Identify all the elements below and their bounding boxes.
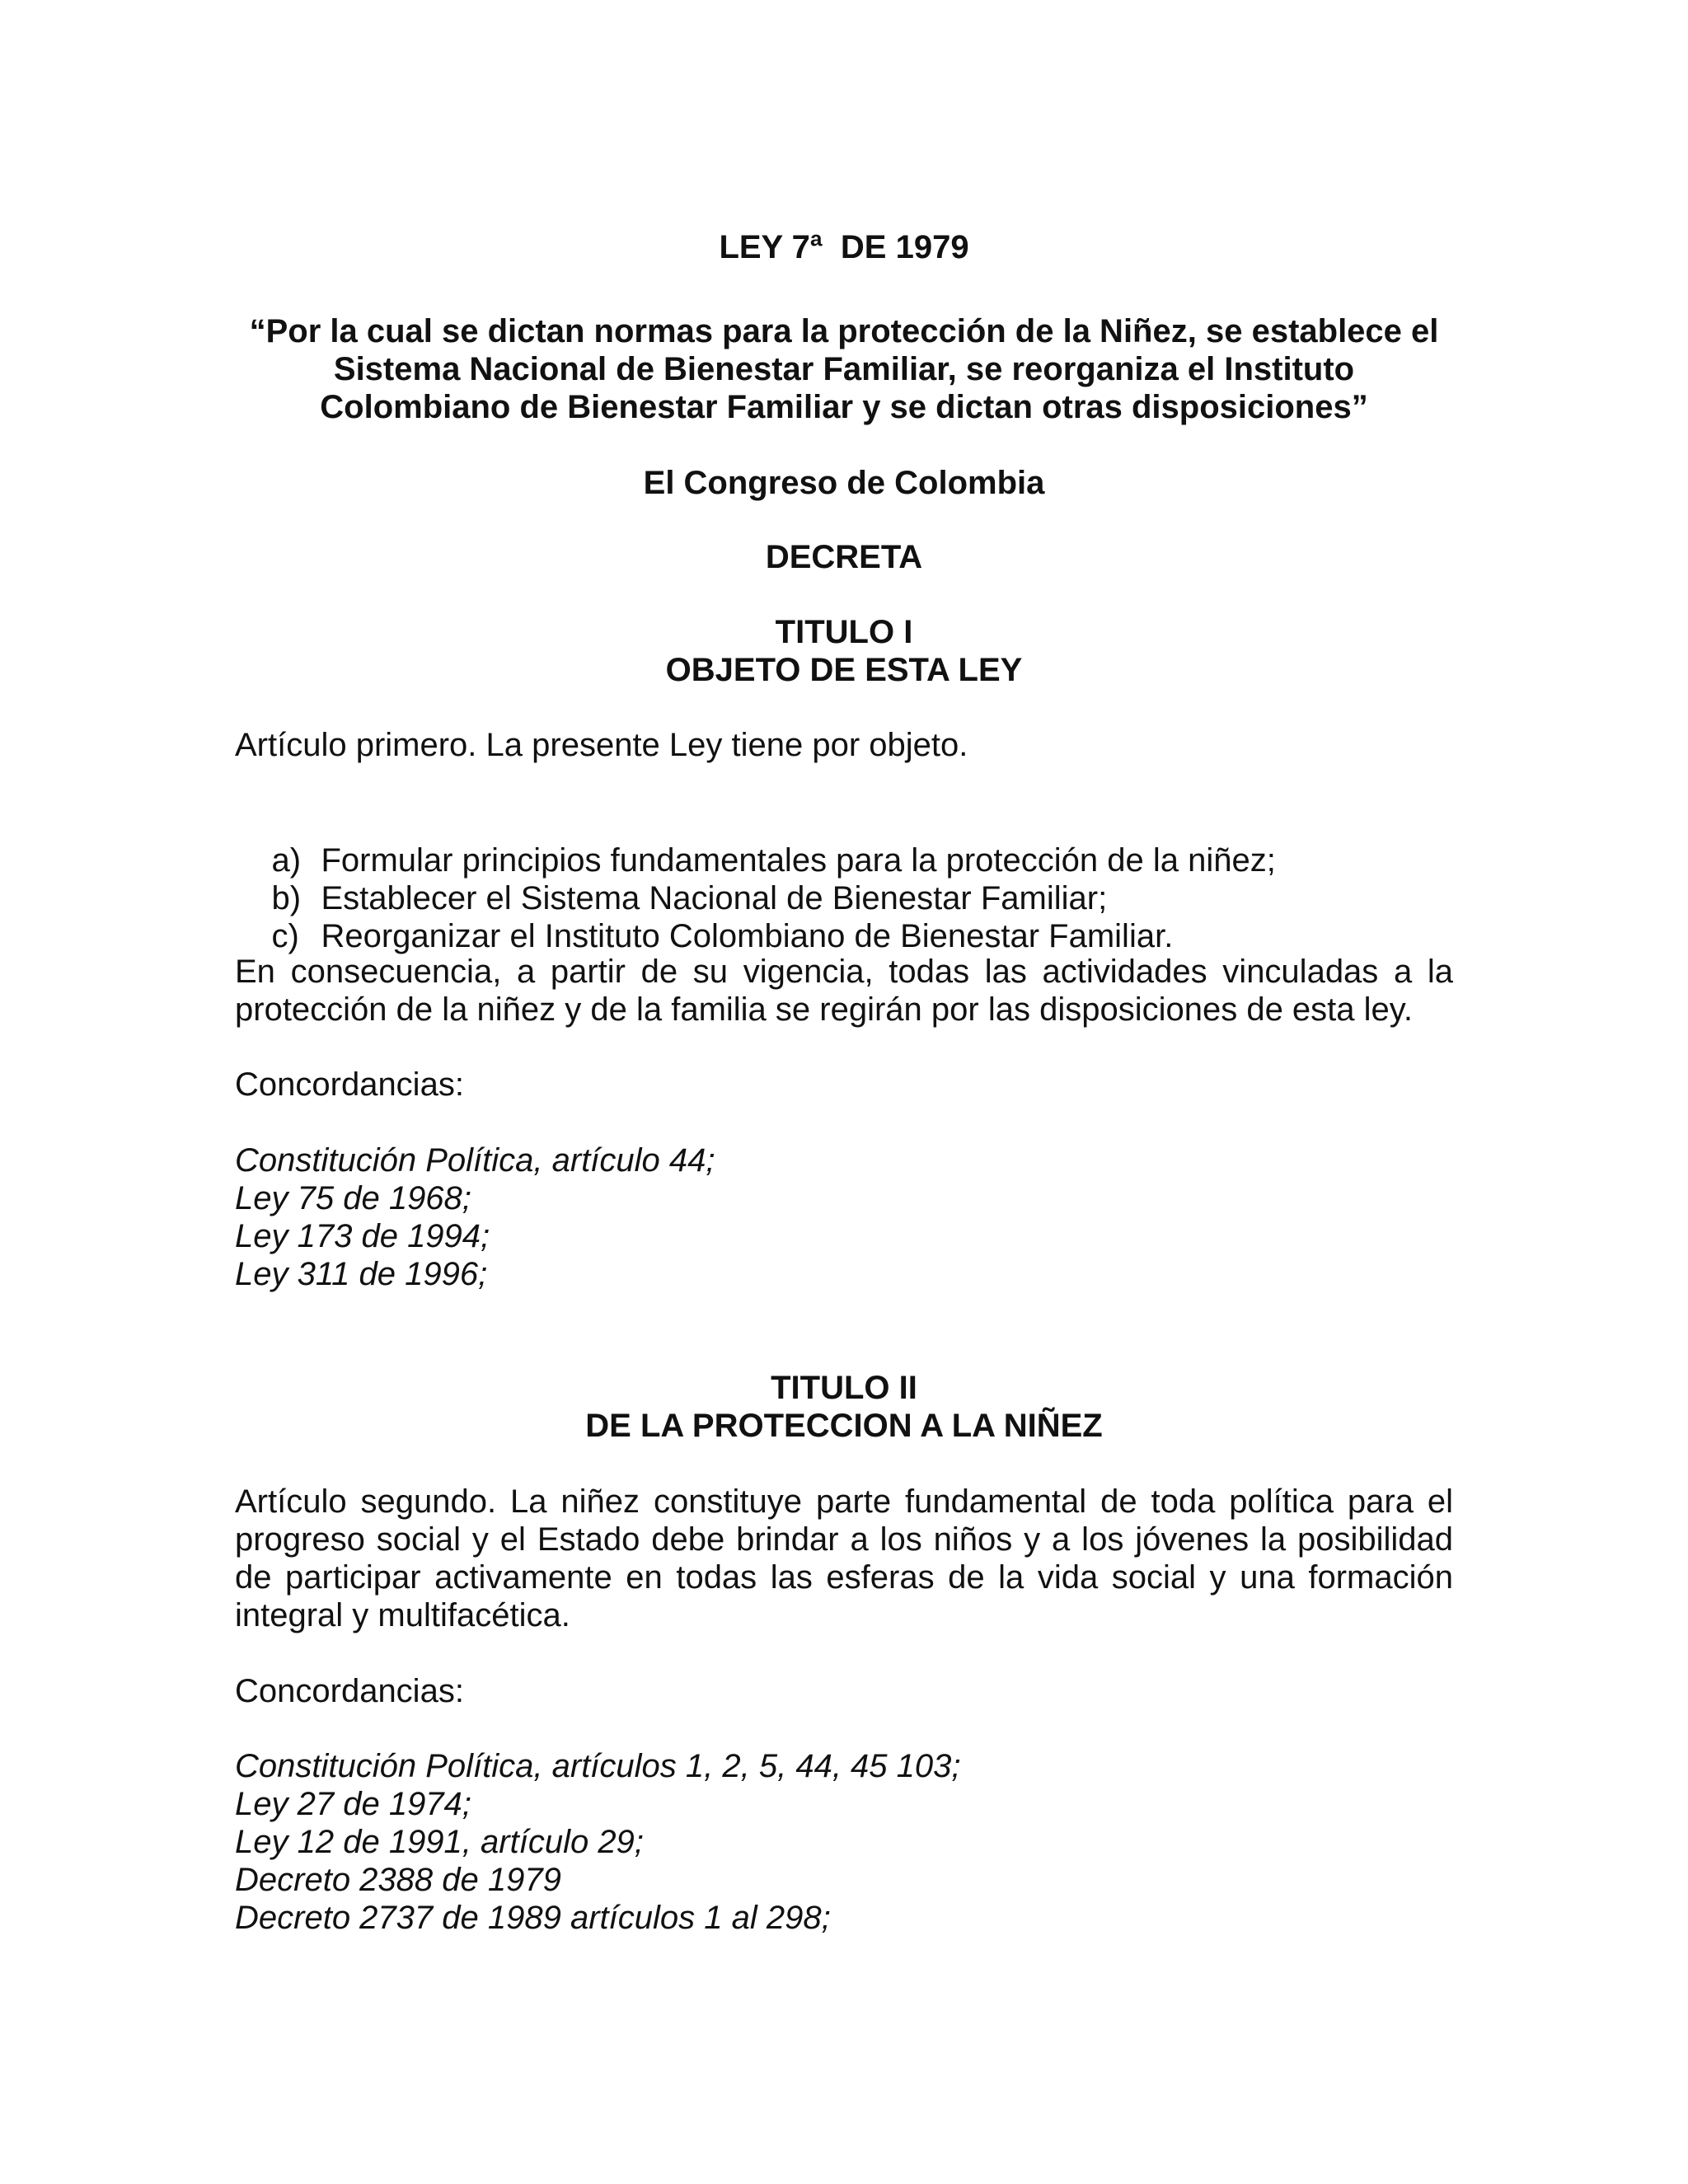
concordancias-label: Concordancias: [235, 1066, 464, 1103]
document-title: LEY 7ª DE 1979 [719, 229, 969, 265]
subtitle-line: “Por la cual se dictan normas para la protección de la Niñez, se establece el [249, 313, 1439, 349]
titulo1-subheading: OBJETO DE ESTA LEY [665, 652, 1023, 688]
subtitle-line: Colombiano de Bienestar Familiar y se dictan otras disposiciones” [320, 389, 1368, 425]
concordancia-item: Ley 12 de 1991, artículo 29; [235, 1824, 644, 1860]
article-2-line: Artículo segundo. La niñez constituye parte fundamental de toda política para el [235, 1483, 1453, 1520]
paragraph-line: protección de la niñez y de la familia se regirán por las disposiciones de esta ley. [235, 991, 1413, 1028]
titulo1-heading: TITULO I [775, 614, 913, 650]
article-1: Artículo primero. La presente Ley tiene por objeto. [235, 727, 968, 763]
subtitle-line: Sistema Nacional de Bienestar Familiar, se reorganiza el Instituto [333, 351, 1355, 387]
decree-heading: DECRETA [765, 539, 923, 575]
article-2-line: progreso social y el Estado debe brindar a los niños y a los jóvenes la posibilidad [235, 1521, 1453, 1558]
concordancia-item: Decreto 2388 de 1979 [235, 1862, 561, 1898]
list-item-text: Reorganizar el Instituto Colombiano de Bienestar Familiar. [321, 918, 1174, 954]
list-marker: b) [271, 880, 302, 916]
concordancia-item: Ley 27 de 1974; [235, 1786, 471, 1822]
titulo2-subheading: DE LA PROTECCION A LA NIÑEZ [585, 1408, 1103, 1444]
concordancia-item: Ley 311 de 1996; [235, 1256, 488, 1292]
list-item-text: Establecer el Sistema Nacional de Bienestar Familiar; [321, 880, 1108, 916]
concordancia-item: Ley 75 de 1968; [235, 1180, 471, 1216]
titulo2-heading: TITULO II [771, 1370, 917, 1406]
issuer: El Congreso de Colombia [643, 465, 1045, 501]
list-item-text: Formular principios fundamentales para la protección de la niñez; [321, 842, 1276, 879]
list-marker: a) [271, 842, 302, 879]
concordancia-item: Constitución Política, artículo 44; [235, 1142, 715, 1179]
concordancias-label: Concordancias: [235, 1673, 464, 1709]
concordancia-item: Ley 173 de 1994; [235, 1218, 490, 1254]
article-2-line: integral y multifacética. [235, 1597, 570, 1633]
list-marker: c) [271, 918, 299, 954]
article-2-line: de participar activamente en todas las esferas de la vida social y una formación [235, 1559, 1453, 1596]
concordancia-item: Constitución Política, artículos 1, 2, 5, 44, 45 103; [235, 1748, 961, 1784]
paragraph-line: En consecuencia, a partir de su vigencia, todas las actividades vinculadas a la [235, 954, 1453, 990]
concordancia-item: Decreto 2737 de 1989 artículos 1 al 298; [235, 1900, 831, 1936]
